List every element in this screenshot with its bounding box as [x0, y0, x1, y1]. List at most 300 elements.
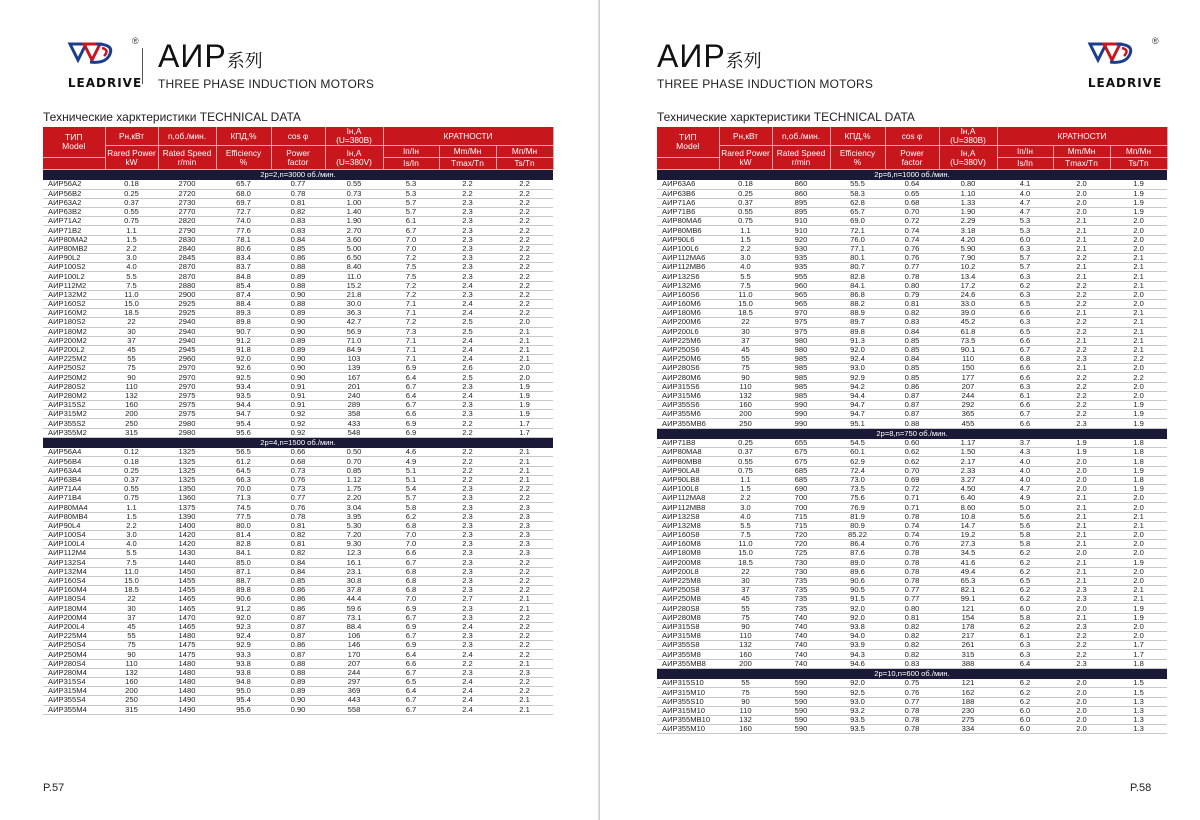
value-cell: 1480 [158, 632, 216, 641]
value-cell: 2.3 [439, 521, 496, 530]
value-cell: 132 [105, 668, 158, 677]
value-cell: 0.64 [885, 180, 939, 189]
model-cell: АИР90LA8 [657, 466, 719, 475]
value-cell: 6.0 [997, 716, 1053, 725]
value-cell: 76.0 [830, 235, 885, 244]
model-cell: АИР80MA8 [657, 448, 719, 457]
model-cell: АИР100S2 [43, 263, 105, 272]
value-cell: 7.0 [383, 235, 439, 244]
value-cell: 2.1 [496, 696, 553, 705]
registered-mark: ® [1152, 36, 1159, 46]
value-cell: 2.3 [439, 530, 496, 539]
col-start-current: Iп/Iн [383, 146, 439, 158]
value-cell: 0.78 [885, 512, 939, 521]
table-row [43, 272, 553, 281]
value-cell: 2.3 [1053, 586, 1110, 595]
value-cell: 75 [105, 641, 158, 650]
value-cell: 0.62 [885, 457, 939, 466]
value-cell: 4.0 [997, 457, 1053, 466]
value-cell: 37 [719, 586, 772, 595]
value-cell: 0.83 [885, 659, 939, 668]
value-cell: 2.0 [1110, 217, 1167, 226]
value-cell: 7.1 [383, 336, 439, 345]
value-cell: 2.1 [1053, 235, 1110, 244]
col-power-factor: cos φ [885, 127, 939, 146]
value-cell: 65.7 [216, 180, 271, 189]
value-cell: 5.7 [383, 494, 439, 503]
value-cell: 92.5 [830, 688, 885, 697]
value-cell: 2.1 [496, 448, 553, 457]
value-cell: 4.6 [383, 448, 439, 457]
value-cell: 2.1 [1053, 263, 1110, 272]
value-cell: 0.87 [271, 650, 325, 659]
value-cell: 71.0 [325, 336, 383, 345]
value-cell: 5.8 [997, 530, 1053, 539]
table-row [43, 448, 553, 457]
value-cell: 3.0 [105, 530, 158, 539]
value-cell: 6.6 [997, 309, 1053, 318]
model-cell: АИР250M2 [43, 373, 105, 382]
value-cell: 2.3 [439, 244, 496, 253]
value-cell: 2.2 [1053, 373, 1110, 382]
table-row [43, 567, 553, 576]
model-cell: АИР315S6 [657, 382, 719, 391]
value-cell: 261 [939, 641, 997, 650]
value-cell: 5.7 [997, 254, 1053, 263]
value-cell: 6.3 [997, 272, 1053, 281]
value-cell: 37 [719, 336, 772, 345]
model-cell: АИР315M2 [43, 410, 105, 419]
model-cell: АИР132M4 [43, 567, 105, 576]
value-cell: 3.0 [105, 254, 158, 263]
model-cell: АИР180M6 [657, 309, 719, 318]
value-cell: 90.7 [216, 327, 271, 336]
value-cell: 2.0 [1110, 235, 1167, 244]
model-cell: АИР90L6 [657, 235, 719, 244]
value-cell: 0.86 [271, 604, 325, 613]
value-cell: 1.9 [496, 410, 553, 419]
value-cell: 3.04 [325, 503, 383, 512]
value-cell: 89.8 [216, 586, 271, 595]
value-cell: 2.1 [1053, 613, 1110, 622]
model-cell: АИР250M6 [657, 355, 719, 364]
value-cell: 45 [719, 345, 772, 354]
value-cell: 4.0 [105, 263, 158, 272]
value-cell: 7.2 [383, 290, 439, 299]
value-cell: 0.55 [719, 457, 772, 466]
value-cell: 2.4 [439, 622, 496, 631]
model-cell: АИР355M4 [43, 705, 105, 714]
model-cell: АИР100L8 [657, 485, 719, 494]
value-cell: 4.7 [997, 208, 1053, 217]
value-cell: 73.5 [830, 485, 885, 494]
value-cell: 2.1 [1053, 494, 1110, 503]
value-cell: 2.2 [496, 226, 553, 235]
value-cell: 7.0 [383, 595, 439, 604]
value-cell: 2.0 [1053, 198, 1110, 207]
value-cell: 11.0 [105, 567, 158, 576]
technical-data-table-right [657, 127, 1168, 734]
value-cell: 92.5 [216, 373, 271, 382]
value-cell: 2.3 [439, 272, 496, 281]
model-cell: АИР355S10 [657, 697, 719, 706]
model-cell: АИР112M2 [43, 281, 105, 290]
value-cell: 1375 [158, 503, 216, 512]
value-cell: 975 [772, 318, 830, 327]
value-cell: 2.2 [496, 198, 553, 207]
value-cell: 297 [325, 677, 383, 686]
value-cell: 2.2 [496, 309, 553, 318]
value-cell: 4.0 [997, 475, 1053, 484]
value-cell: 80.0 [216, 521, 271, 530]
value-cell: 6.2 [997, 586, 1053, 595]
value-cell: 30 [719, 327, 772, 336]
value-cell: 90 [719, 373, 772, 382]
speed-group-band [43, 170, 553, 181]
model-cell: АИР355S4 [43, 696, 105, 705]
value-cell: 27.3 [939, 540, 997, 549]
table-row [43, 604, 553, 613]
value-cell: 2960 [158, 355, 216, 364]
value-cell: 1325 [158, 475, 216, 484]
value-cell: 2.3 [1053, 659, 1110, 668]
value-cell: 15.0 [105, 299, 158, 308]
value-cell: 6.6 [997, 373, 1053, 382]
value-cell: 167 [325, 373, 383, 382]
col-start-current-en: Is/In [997, 158, 1053, 170]
model-cell: АИР355MB8 [657, 659, 719, 668]
value-cell: 0.83 [271, 226, 325, 235]
table-row [43, 549, 553, 558]
value-cell: 93.5 [216, 391, 271, 400]
value-cell: 54.5 [830, 439, 885, 448]
table-row [657, 198, 1167, 207]
value-cell: 1.9 [1110, 189, 1167, 198]
value-cell: 65.7 [830, 208, 885, 217]
value-cell: 2.3 [439, 632, 496, 641]
table-row [43, 659, 553, 668]
table-row [43, 373, 553, 382]
value-cell: 89.3 [216, 309, 271, 318]
col-max-torque-en: Tmax/Tn [439, 158, 496, 170]
model-cell: АИР225M4 [43, 632, 105, 641]
model-cell: АИР200M4 [43, 613, 105, 622]
value-cell: 15.0 [719, 299, 772, 308]
value-cell: 0.78 [885, 272, 939, 281]
value-cell: 0.89 [271, 272, 325, 281]
value-cell: 0.66 [271, 448, 325, 457]
model-cell: АИР250M4 [43, 650, 105, 659]
value-cell: 715 [772, 521, 830, 530]
value-cell: 83.7 [216, 263, 271, 272]
value-cell: 55.5 [830, 180, 885, 189]
value-cell: 34.5 [939, 549, 997, 558]
value-cell: 0.75 [105, 217, 158, 226]
value-cell: 84.8 [216, 272, 271, 281]
value-cell: 200 [105, 687, 158, 696]
value-cell: 2.2 [1053, 641, 1110, 650]
value-cell: 0.87 [271, 632, 325, 641]
value-cell: 2.2 [496, 485, 553, 494]
col-efficiency: КПД,% [216, 127, 271, 146]
value-cell: 110 [105, 659, 158, 668]
value-cell: 30 [719, 576, 772, 585]
table-row [657, 576, 1167, 585]
value-cell: 1.8 [1110, 439, 1167, 448]
value-cell: 2.0 [1110, 632, 1167, 641]
model-cell: АИР355M8 [657, 650, 719, 659]
value-cell: 1480 [158, 659, 216, 668]
value-cell: 0.62 [885, 448, 939, 457]
value-cell: 0.77 [885, 586, 939, 595]
model-cell: АИР80MB4 [43, 512, 105, 521]
value-cell: 240 [325, 391, 383, 400]
value-cell: 675 [772, 448, 830, 457]
value-cell: 6.3 [997, 641, 1053, 650]
value-cell: 88.4 [325, 622, 383, 631]
value-cell: 2.3 [439, 217, 496, 226]
table-row [43, 208, 553, 217]
value-cell: 2700 [158, 180, 216, 189]
value-cell: 94.7 [830, 401, 885, 410]
value-cell: 735 [772, 586, 830, 595]
value-cell: 2.2 [496, 290, 553, 299]
table-row [657, 189, 1167, 198]
value-cell: 1.8 [1110, 475, 1167, 484]
value-cell: 2.3 [1053, 355, 1110, 364]
value-cell: 433 [325, 419, 383, 428]
value-cell: 2.2 [496, 254, 553, 263]
value-cell: 2.3 [439, 576, 496, 585]
value-cell: 6.4 [383, 687, 439, 696]
value-cell: 1475 [158, 641, 216, 650]
col-start-current-en: Is/In [383, 158, 439, 170]
value-cell: 2.3 [439, 382, 496, 391]
value-cell: 2.2 [496, 494, 553, 503]
model-cell: АИР63B4 [43, 475, 105, 484]
model-cell: АИР250M8 [657, 595, 719, 604]
model-cell: АИР80MA6 [657, 217, 719, 226]
table-row [657, 373, 1167, 382]
value-cell: 1.5 [719, 485, 772, 494]
value-cell: 1390 [158, 512, 216, 521]
value-cell: 730 [772, 567, 830, 576]
value-cell: 1.9 [496, 382, 553, 391]
value-cell: 2.0 [1053, 604, 1110, 613]
value-cell: 6.1 [383, 217, 439, 226]
value-cell: 2.4 [439, 391, 496, 400]
value-cell: 6.4 [383, 373, 439, 382]
value-cell: 75 [105, 364, 158, 373]
table-row [43, 622, 553, 631]
value-cell: 2.1 [1110, 272, 1167, 281]
table-row [657, 401, 1167, 410]
value-cell: 6.3 [997, 290, 1053, 299]
value-cell: 675 [772, 457, 830, 466]
value-cell: 56.5 [216, 448, 271, 457]
model-cell: АИР160S2 [43, 299, 105, 308]
model-cell: АИР160S6 [657, 290, 719, 299]
table-row [43, 391, 553, 400]
value-cell: 2.0 [1053, 208, 1110, 217]
model-cell: АИР315M6 [657, 391, 719, 400]
model-cell: АИР112M4 [43, 549, 105, 558]
model-cell: АИР112MA8 [657, 494, 719, 503]
value-cell: 75.6 [830, 494, 885, 503]
value-cell: 2975 [158, 401, 216, 410]
value-cell: 8.40 [325, 263, 383, 272]
table-row [657, 540, 1167, 549]
table-row [657, 641, 1167, 650]
value-cell: 110 [719, 382, 772, 391]
value-cell: 6.9 [383, 641, 439, 650]
value-cell: 2.0 [1110, 226, 1167, 235]
value-cell: 2.2 [496, 622, 553, 631]
value-cell: 960 [772, 281, 830, 290]
speed-group-band [43, 437, 553, 448]
value-cell: 5.3 [997, 217, 1053, 226]
value-cell: 2.2 [496, 641, 553, 650]
value-cell: 69.7 [216, 198, 271, 207]
value-cell: 0.82 [885, 309, 939, 318]
value-cell: 740 [772, 641, 830, 650]
value-cell: 985 [772, 364, 830, 373]
value-cell: 74.5 [216, 503, 271, 512]
value-cell: 590 [772, 679, 830, 688]
model-cell: АИР200M2 [43, 336, 105, 345]
value-cell: 388 [939, 659, 997, 668]
value-cell: 24.6 [939, 290, 997, 299]
value-cell: 2.0 [1110, 549, 1167, 558]
value-cell: 1.1 [105, 226, 158, 235]
value-cell: 6.7 [383, 226, 439, 235]
value-cell: 0.88 [271, 659, 325, 668]
value-cell: 2.3 [439, 549, 496, 558]
value-cell: 22 [719, 567, 772, 576]
value-cell: 1.8 [1110, 448, 1167, 457]
value-cell: 1.5 [1110, 679, 1167, 688]
value-cell: 5.7 [383, 208, 439, 217]
col-power-factor: cos φ [271, 127, 325, 146]
value-cell: 920 [772, 235, 830, 244]
value-cell: 1.3 [1110, 725, 1167, 734]
value-cell: 1.5 [719, 235, 772, 244]
value-cell: 2.3 [496, 540, 553, 549]
value-cell: 77.5 [216, 512, 271, 521]
value-cell: 2.2 [1053, 632, 1110, 641]
header-divider [142, 48, 143, 84]
value-cell: 81.4 [216, 530, 271, 539]
value-cell: 1490 [158, 705, 216, 714]
value-cell: 6.8 [997, 355, 1053, 364]
table-row [657, 448, 1167, 457]
value-cell: 2.0 [496, 373, 553, 382]
value-cell: 2.3 [439, 668, 496, 677]
value-cell: 45 [719, 595, 772, 604]
value-cell: 6.3 [997, 244, 1053, 253]
col-start-torque-en: Ts/Tn [496, 158, 553, 170]
table-row [657, 244, 1167, 253]
value-cell: 80.1 [830, 254, 885, 263]
value-cell: 2.2 [1053, 391, 1110, 400]
value-cell: 0.85 [885, 373, 939, 382]
value-cell: 2880 [158, 281, 216, 290]
value-cell: 2.4 [439, 677, 496, 686]
value-cell: 5.0 [997, 503, 1053, 512]
value-cell: 87.4 [216, 290, 271, 299]
value-cell: 91.2 [216, 604, 271, 613]
table-row [657, 521, 1167, 530]
value-cell: 36.3 [325, 309, 383, 318]
value-cell: 6.2 [997, 281, 1053, 290]
value-cell: 6.40 [939, 494, 997, 503]
value-cell: 0.87 [885, 391, 939, 400]
value-cell: 85.0 [216, 558, 271, 567]
value-cell: 21.8 [325, 290, 383, 299]
model-cell: АИР63A2 [43, 198, 105, 207]
value-cell: 0.89 [271, 677, 325, 686]
value-cell: 88.4 [216, 299, 271, 308]
value-cell: 2790 [158, 226, 216, 235]
value-cell: 4.7 [997, 485, 1053, 494]
value-cell: 1350 [158, 485, 216, 494]
table-row [43, 457, 553, 466]
value-cell: 0.78 [885, 716, 939, 725]
model-cell: АИР160S4 [43, 576, 105, 585]
value-cell: 75 [719, 613, 772, 622]
value-cell: 985 [772, 373, 830, 382]
value-cell: 6.0 [997, 235, 1053, 244]
value-cell: 1455 [158, 586, 216, 595]
value-cell: 6.9 [383, 604, 439, 613]
value-cell: 72.7 [216, 208, 271, 217]
value-cell: 2.1 [496, 705, 553, 714]
series-title: АИР系列 [158, 38, 263, 74]
value-cell: 0.86 [885, 382, 939, 391]
value-cell: 1.9 [1110, 401, 1167, 410]
registered-mark: ® [132, 36, 139, 46]
value-cell: 1.9 [1110, 604, 1167, 613]
value-cell: 740 [772, 613, 830, 622]
value-cell: 5.30 [325, 521, 383, 530]
page-number: P.57 [43, 782, 65, 794]
value-cell: 55 [105, 632, 158, 641]
value-cell: 92.0 [830, 613, 885, 622]
value-cell: 6.2 [997, 595, 1053, 604]
value-cell: 0.86 [271, 586, 325, 595]
value-cell: 200 [719, 410, 772, 419]
value-cell: 2.1 [1053, 364, 1110, 373]
col-power: Рн,кВт [105, 127, 158, 146]
value-cell: 2.20 [325, 494, 383, 503]
table-row [657, 318, 1167, 327]
value-cell: 2.0 [496, 364, 553, 373]
value-cell: 2.3 [439, 512, 496, 521]
value-cell: 94.6 [830, 659, 885, 668]
value-cell: 2.1 [1053, 336, 1110, 345]
table-row [43, 281, 553, 290]
table-row [657, 382, 1167, 391]
value-cell: 73.0 [830, 475, 885, 484]
value-cell: 1400 [158, 521, 216, 530]
col-ratios: КРАТНОСТИ [997, 127, 1167, 146]
value-cell: 2.2 [439, 448, 496, 457]
value-cell: 2.3 [439, 198, 496, 207]
value-cell: 87.6 [830, 549, 885, 558]
value-cell: 0.82 [885, 632, 939, 641]
table-row [657, 485, 1167, 494]
value-cell: 975 [772, 327, 830, 336]
